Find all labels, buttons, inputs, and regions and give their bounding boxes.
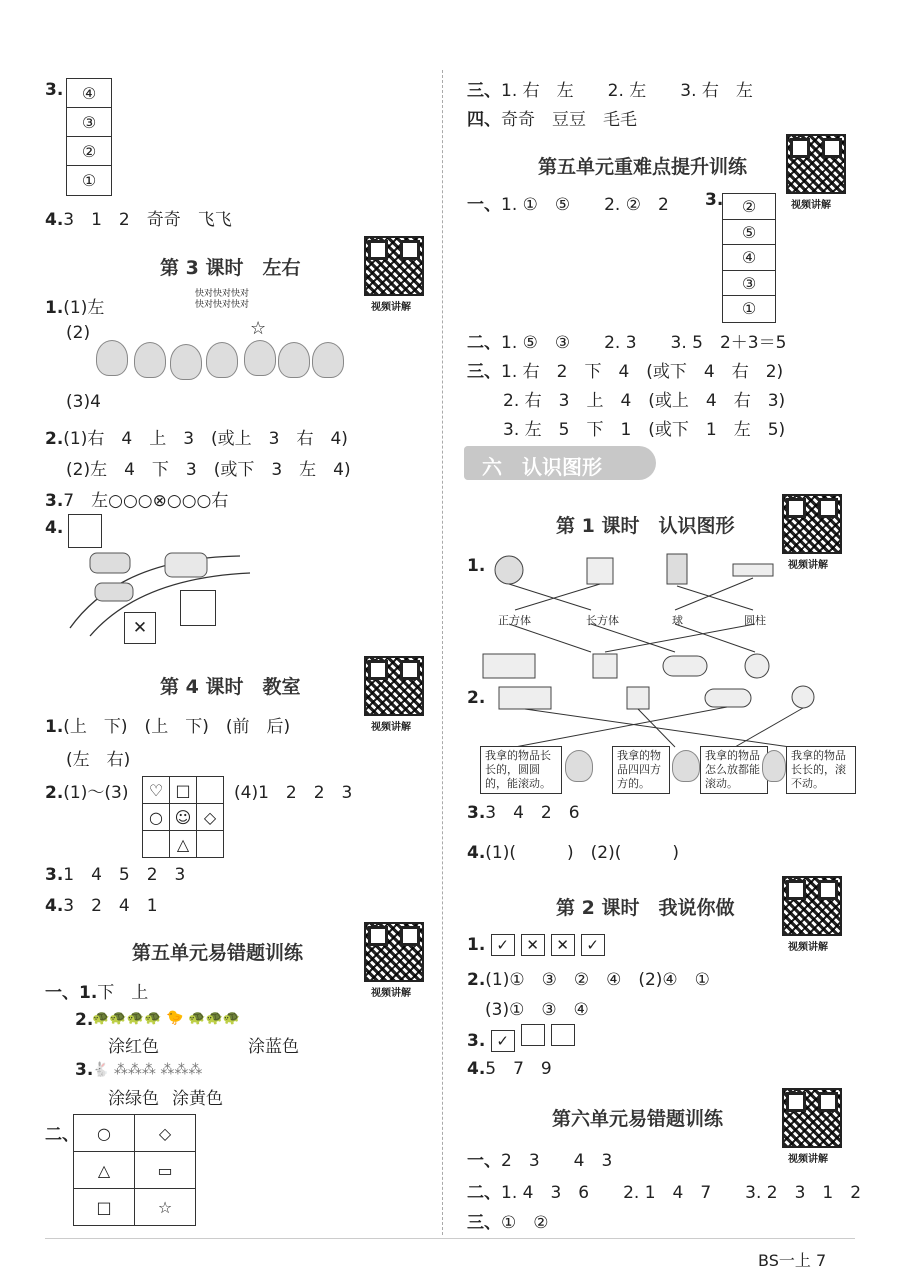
grid-cell: ◇ [197,804,224,831]
table-cell: ▭ [135,1152,196,1189]
table-cell: □ [74,1189,135,1226]
section-er: 二、 [467,333,501,353]
color-green-label: 涂绿色 [108,1089,159,1109]
table-cell: ◇ [135,1115,196,1152]
grid-cell: ♡ [143,777,170,804]
lesson2-q2b: (3)① ③ ④ [485,1000,589,1020]
q4-answer [45,205,232,230]
q2a-text: (1)① ③ ② ④ (2)④ ① [485,970,710,990]
q2-number: 2. [45,429,64,449]
turtle-row-illustration: 🐢🐢🐢🐢 🐤 🐢🐢🐢 [92,1010,241,1026]
grid-cell [197,831,224,858]
section-yi: 一、 [467,195,501,215]
q1-number: 1. [45,717,64,737]
shape-speech-matching [475,683,855,753]
shape-name-cylinder: 圆柱 [744,614,766,627]
answer-box [180,590,216,626]
qr-code[interactable] [782,876,842,936]
qr-label: 视频讲解 [788,942,828,953]
q4-text: 3 2 4 1 [63,896,158,916]
qr-code[interactable] [786,134,846,194]
shape-name-sphere: 球 [672,614,683,627]
q2-number: 2. [75,1010,94,1030]
color-yellow-label: 涂黄色 [172,1089,223,1109]
shape-name-cuboid: 长方体 [586,614,619,627]
qr-code[interactable] [782,1088,842,1148]
unit5-key-san1 [467,357,783,382]
q4-text: (1)( ) (2)( ) [485,843,679,863]
check-box: ✓ [491,1030,515,1052]
answer-stack [722,193,776,323]
section-er: 二、 [467,1183,501,1203]
q1-text: (1)左 [63,298,105,318]
shape-name-cube: 正方体 [498,614,531,627]
unit6-error-san [467,1208,548,1233]
grid-cell [197,777,224,804]
chant-line: 快对快对快对 [195,300,250,310]
san-text: ① ② [501,1213,549,1233]
q2-prefix: (1)～(3) [63,783,129,803]
q1-number: 1. [467,935,486,955]
lesson1-title: 第 1 课时 认识图形 [556,515,735,537]
q3-number: 3. [75,1060,94,1080]
child-figure [312,342,344,378]
qr-label: 视频讲解 [371,988,411,999]
unit6-error-title: 第六单元易错题训练 [552,1108,724,1130]
road-illustration [60,528,260,638]
qr-code[interactable] [782,494,842,554]
unit5-key-san3: 3. 左 5 下 1 (或下 1 左 5) [503,420,786,440]
section-yi: 一、 [45,983,79,1003]
q1a-text: (上 下) (上 下) (前 后) [63,717,291,737]
section-san: 三、 [467,81,501,101]
child-figure [134,342,166,378]
lesson3-q2b: (2)左 4 下 3 (或下 3 左 4) [66,460,351,480]
q2-number: 2. [467,970,486,990]
si-text: 奇奇 豆豆 毛毛 [501,110,637,130]
stack-cell: ① [741,299,757,319]
child-figure [206,342,238,378]
check-box [551,1024,575,1046]
lesson3-q2a [45,424,348,449]
san-text: 1. 右 左 2. 左 3. 右 左 [501,81,753,101]
color-red-label: 涂红色 [108,1037,159,1057]
child-figure [278,342,310,378]
star-icon: ☆ [250,318,267,339]
chant-line: 快对快对快对 [195,289,250,299]
unit5-error-yi-1 [45,978,148,1003]
unit5-key-title: 第五单元重难点提升训练 [538,156,748,178]
grid-cell: △ [170,831,197,858]
check-box: ✕ [551,934,575,956]
child-figure [96,340,128,376]
child-figure [672,750,700,782]
q3-text: 1 4 5 2 3 [63,865,186,885]
yi-text: 1. ① ⑤ 2. ② 2 [501,195,669,215]
speech-bubble: 我拿的物品长长的，圆圆的，能滚动。 [480,746,562,794]
child-figure [762,750,786,782]
section-san: 三、 [467,1213,501,1233]
lesson1-q4 [467,838,679,863]
lesson4-q3 [45,860,185,885]
er-text: 1. ⑤ ③ 2. 3 3. 5 2＋3＝5 [501,333,787,353]
unit6-error-yi [467,1146,612,1171]
qr-code[interactable] [364,656,424,716]
lesson4-q2-part4: (4)1 2 2 3 [234,783,353,803]
q2a-text: (1)右 4 上 3 (或上 3 右 4) [63,429,348,449]
table-cell: ○ [74,1115,135,1152]
table-cell: ☆ [135,1189,196,1226]
lesson4-q1a [45,712,290,737]
q4-text: 3 1 2 奇奇 飞飞 [63,210,232,230]
section-san-answer [467,76,753,101]
lesson4-q2 [45,778,128,803]
unit5-key-san2: 2. 右 3 上 4 (或上 4 右 3) [503,391,786,411]
san1-text: 1. 右 2 下 4 (或下 4 右 2) [501,362,784,382]
q4-text: 5 7 9 [485,1059,552,1079]
stack-cell: ⑤ [723,220,775,246]
speech-bubble: 我拿的物品怎么放都能滚动。 [700,746,768,794]
section-si-answer [467,105,637,130]
lesson2-title: 第 2 课时 我说你做 [556,897,735,919]
q4-number: 4. [45,896,64,916]
stack-cell: ③ [67,108,111,137]
q4-number: 4. [467,843,486,863]
q3-text: 7 左○○○⊗○○○右 [63,491,229,511]
q2-number: 2. [45,783,64,803]
q3-number: 3. [705,190,724,210]
yi-text: 2 3 4 3 [501,1151,613,1171]
section-san: 三、 [467,362,501,382]
section-yi: 一、 [467,1151,501,1171]
lesson4-title: 第 4 课时 教室 [160,676,301,698]
stack-cell: ② [723,194,775,220]
q1-number: 1. [467,556,486,576]
q4-number: 4. [45,210,64,230]
q3-number: 3. [45,865,64,885]
lesson2-q1 [467,934,611,956]
check-box: ✕ [521,934,545,956]
section-si: 四、 [467,110,501,130]
unit6-error-er [467,1178,861,1203]
qr-code[interactable] [364,922,424,982]
stack-cell: ④ [67,79,111,108]
chapter-banner-text: 六 认识图形 [482,455,602,479]
shape-table [73,1114,196,1226]
grid-cell: □ [170,777,197,804]
unit5-error-title: 第五单元易错题训练 [132,942,304,964]
q1-number: 1. [45,298,64,318]
q4-number: 4. [467,1059,486,1079]
qr-code[interactable] [364,236,424,296]
q3-number: 3. [467,803,486,823]
yi1-text: 下 上 [97,983,149,1003]
check-box [521,1024,545,1046]
section-er: 二、 [45,1125,79,1145]
stack-cell: ④ [723,245,775,271]
speech-bubble: 我拿的物品四四方方的。 [612,746,670,794]
q3-number: 3. [45,80,64,100]
q3-number: 3. [45,491,64,511]
lesson3-title: 第 3 课时 左右 [160,257,301,279]
q3-number: 3. [467,1031,486,1051]
lesson2-q3 [467,1024,581,1052]
q1-number: 1. [79,983,98,1003]
lesson2-q2a [467,965,710,990]
lesson3-q1-part2: (2) [66,323,91,343]
q3-text: 3 4 2 6 [485,803,580,823]
lesson2-q4 [467,1054,552,1079]
qr-label: 视频讲解 [788,1154,828,1165]
grid-cell [143,831,170,858]
answer-stack [66,78,112,196]
q4-number: 4. [45,518,64,538]
page-footer: BS一上 7 [758,1251,827,1270]
answer-box-cross: ✕ [124,612,156,644]
stack-cell: ③ [723,271,775,297]
child-figure [170,344,202,380]
q2-number: 2. [467,688,486,708]
grid-cell: ☺ [170,804,197,831]
lesson3-q1-part3: (3)4 [66,392,101,412]
footer-rule [45,1238,855,1239]
unit5-key-yi [467,190,669,215]
er-text: 1. 4 3 6 2. 1 4 7 3. 2 3 1 2 [501,1183,862,1203]
lesson1-q3 [467,798,580,823]
lesson4-q4 [45,891,158,916]
lesson4-q1b: (左 右) [66,750,131,770]
check-box: ✓ [491,934,515,956]
column-divider [442,70,443,1235]
qr-label: 视频讲解 [371,722,411,733]
grid-cell: ○ [143,804,170,831]
check-box: ✓ [581,934,605,956]
speech-bubble: 我拿的物品长长的，滚不动。 [786,746,856,794]
shape-grid [142,776,224,858]
lesson3-q1-answer [45,293,104,318]
child-figure [565,750,593,782]
lesson3-q3 [45,486,228,511]
qr-label: 视频讲解 [791,200,831,211]
stack-cell: ② [67,137,111,166]
unit5-key-er [467,328,786,353]
child-figure [244,340,276,376]
color-blue-label: 涂蓝色 [248,1037,299,1057]
qr-label: 视频讲解 [788,560,828,571]
stack-cell: ① [81,171,97,190]
grass-illustration: 🐇 ⁂⁂⁂ ⁂⁂⁂ [92,1062,203,1078]
table-cell: △ [74,1152,135,1189]
qr-label: 视频讲解 [371,302,411,313]
